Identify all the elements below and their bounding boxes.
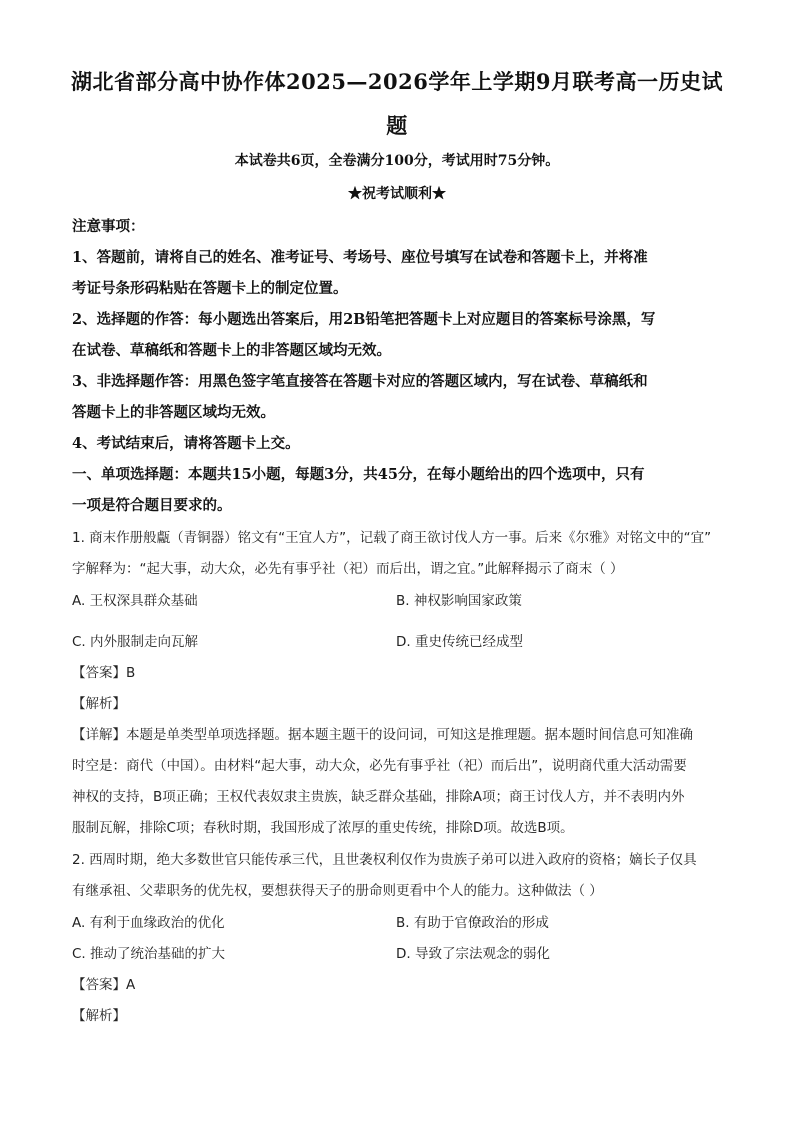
q1-answer-row xyxy=(72,661,135,681)
notice-item-1-line2: 考证号条形码粘贴在答题卡上的制定位置。 xyxy=(72,280,348,297)
q1-answer-label: 【答案】 xyxy=(72,665,126,681)
exam-subtitle: 本试卷共6页，全卷满分100分，考试用时75分钟。 xyxy=(234,153,560,169)
q1-answer-value: B xyxy=(126,665,136,681)
q1-detail-line1: 【详解】本题是单类型单项选择题。据本题主题干的设问词，可知这是推理题。据本题时间信息可知准确 xyxy=(72,727,693,743)
q1-detail-line2: 时空是：商代（中国）。由材料“起大事，动大众，必先有事乎社（祀）而后出”，说明商代重大活动需要 xyxy=(72,758,687,774)
q1-analysis-label: 【解析】 xyxy=(72,696,126,712)
q1-option-a: A. 王权深具群众基础 xyxy=(72,593,198,609)
exam-title-line1: 湖北省部分高中协作体2025—2026学年上学期9月联考高一历史试 xyxy=(70,69,723,94)
notice-item-1-line1: 1、答题前，请将自己的姓名、准考证号、考场号、座位号填写在试卷和答题卡上，并将准 xyxy=(72,249,648,266)
q2-option-c: C. 推动了统治基础的扩大 xyxy=(72,946,226,962)
q2-answer-label: 【答案】 xyxy=(72,977,126,993)
q1-detail-line4: 服制瓦解，排除C项；春秋时期，我国形成了浓厚的重史传统，排除D项。故选B项。 xyxy=(72,820,574,836)
exam-title-line2: 题 xyxy=(386,113,408,138)
q2-stem-line1: 2. 西周时期，绝大多数世官只能传承三代，且世袭权利仅作为贵族子弟可以进入政府的资格；嫡长子仅具 xyxy=(72,852,697,868)
notice-item-2-line1: 2、选择题的作答：每小题选出答案后，用2B铅笔把答题卡上对应题目的答案标号涂黑，写 xyxy=(72,311,656,328)
section-heading-line2: 一项是符合题目要求的。 xyxy=(72,497,232,514)
q2-option-b: B. 有助于官僚政治的形成 xyxy=(396,915,549,931)
notice-item-3-line1: 3、非选择题作答：用黑色签字笔直接答在答题卡对应的答题区域内，写在试卷、草稿纸和 xyxy=(72,373,648,390)
q1-option-c: C. 内外服制走向瓦解 xyxy=(72,634,199,650)
q1-option-b: B. 神权影响国家政策 xyxy=(396,593,522,609)
q1-stem-line2: 字解释为：“起大事，动大众，必先有事乎社（祀）而后出，谓之宜。”此解释揭示了商末（ ） xyxy=(72,561,624,577)
q2-option-a: A. 有利于血缘政治的优化 xyxy=(72,915,225,931)
q2-analysis-label: 【解析】 xyxy=(72,1008,126,1024)
q1-option-d: D. 重史传统已经成型 xyxy=(396,634,523,650)
q2-answer-row xyxy=(72,973,135,993)
q1-detail-line3: 神权的支持，B项正确；王权代表奴隶主贵族，缺乏群众基础，排除A项；商王讨伐人方，并不表明内外 xyxy=(72,789,685,805)
exam-blessing: ★祝考试顺利★ xyxy=(348,186,446,202)
notice-item-2-line2: 在试卷、草稿纸和答题卡上的非答题区域均无效。 xyxy=(72,342,391,359)
q2-stem-line2: 有继承祖、父辈职务的优先权，要想获得天子的册命则更看中个人的能力。这种做法（ ） xyxy=(72,883,603,899)
q2-answer-value: A xyxy=(126,977,136,993)
q2-option-d: D. 导致了宗法观念的弱化 xyxy=(396,946,550,962)
section-heading-line1: 一、单项选择题：本题共15小题，每题3分，共45分，在每小题给出的四个选项中，只有 xyxy=(72,466,645,483)
notice-item-4-line1: 4、考试结束后，请将答题卡上交。 xyxy=(72,435,300,452)
notice-item-3-line2: 答题卡上的非答题区域均无效。 xyxy=(72,404,275,421)
notice-heading: 注意事项： xyxy=(72,218,145,235)
q1-stem-line1: 1. 商末作册般甗（青铜器）铭文有“王宜人方”，记载了商王欲讨伐人方一事。后来《尔雅》对铭文中的“宜” xyxy=(72,530,712,546)
